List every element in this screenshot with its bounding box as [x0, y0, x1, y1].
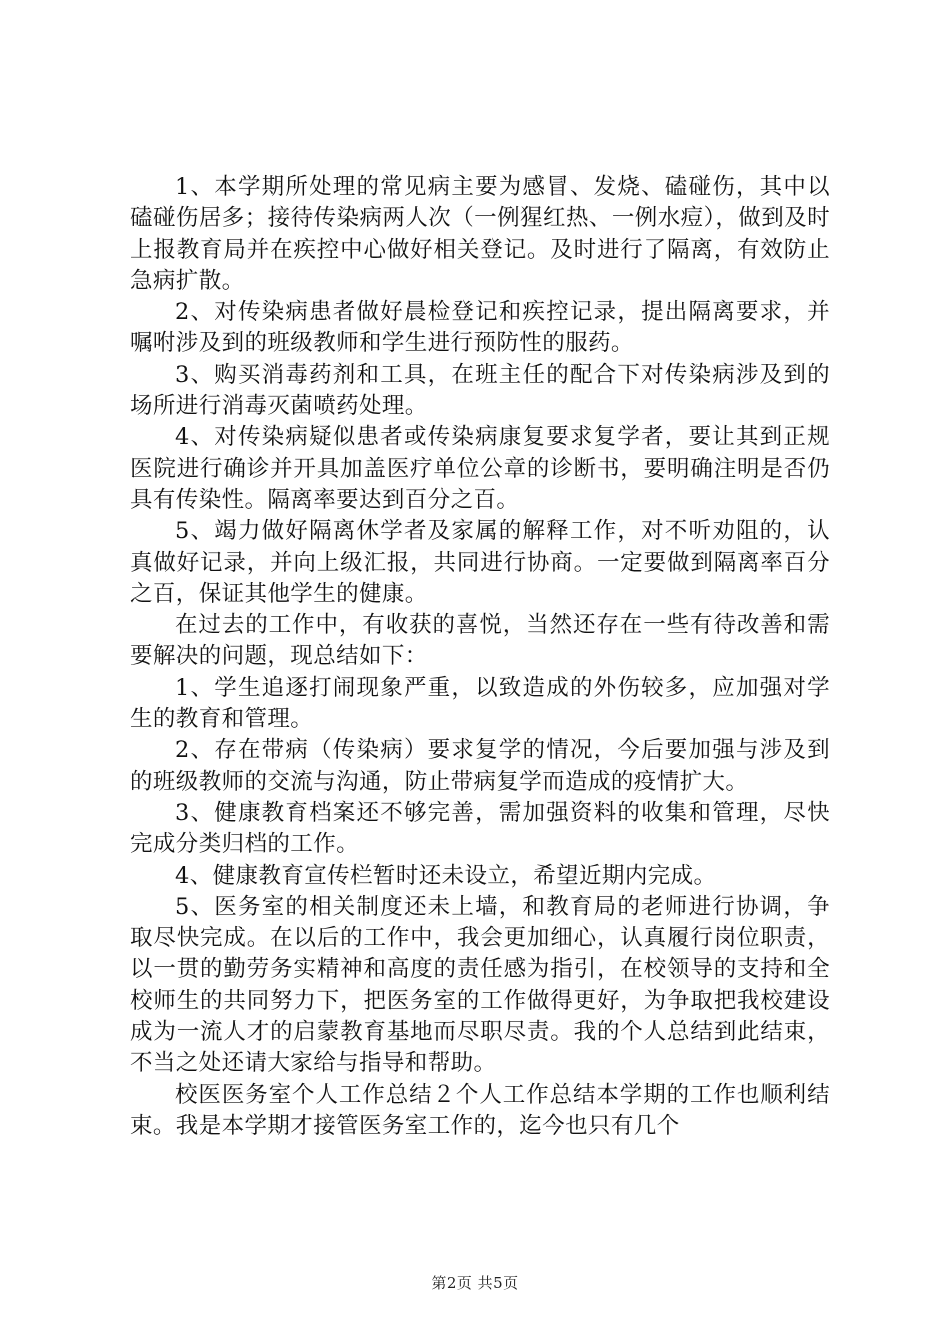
paragraph-5: 5、竭力做好隔离休学者及家属的解释工作，对不听劝阻的，认真做好记录，并向上级汇报，共同进行协商。一定要做到隔离率百分之百，保证其他学生的健康。	[130, 518, 830, 607]
paragraph-11: 5、医务室的相关制度还未上墙，和教育局的老师进行协调，争取尽快完成。在以后的工作中，我会更加细心，认真履行岗位职责，以一贯的勤劳务实精神和高度的责任感为指引，在校领导的支持和全校师生的共同努力下，把医务室的工作做得更好，为争取把我校建设成为一流人才的启蒙教育基地而尽职尽责。我的个人总结到此结束，不当之处还请大家给与指导和帮助。	[130, 893, 830, 1077]
document-body	[130, 172, 830, 1142]
paragraph-8: 2、存在带病（传染病）要求复学的情况，今后要加强与涉及到的班级教师的交流与沟通，防止带病复学而造成的疫情扩大。	[130, 737, 830, 795]
paragraph-12: 校医医务室个人工作总结２个人工作总结本学期的工作也顺利结束。我是本学期才接管医务室工作的，迄今也只有几个	[130, 1081, 830, 1139]
paragraph-9: 3、健康教育档案还不够完善，需加强资料的收集和管理，尽快完成分类归档的工作。	[130, 799, 830, 858]
paragraph-3: 3、购买消毒药剂和工具，在班主任的配合下对传染病涉及到的场所进行消毒灭菌喷药处理。	[130, 361, 830, 420]
paragraph-2: 2、对传染病患者做好晨检登记和疾控记录，提出隔离要求，并嘱咐涉及到的班级教师和学生进行预防性的服药。	[130, 299, 830, 357]
paragraph-6: 在过去的工作中，有收获的喜悦，当然还存在一些有待改善和需要解决的问题，现总结如下：	[130, 612, 830, 670]
paragraph-10: 4、健康教育宣传栏暂时还未设立，希望近期内完成。	[175, 862, 717, 889]
paragraph-1: 1、本学期所处理的常见病主要为感冒、发烧、磕碰伤，其中以磕碰伤居多；接待传染病两人次（一例猩红热、一例水痘），做到及时上报教育局并在疾控中心做好相关登记。及时进行了隔离，有效防止急病扩散。	[130, 174, 830, 294]
paragraph-7: 1、学生追逐打闹现象严重，以致造成的外伤较多，应加强对学生的教育和管理。	[130, 674, 830, 733]
paragraph-4: 4、对传染病疑似患者或传染病康复要求复学者，要让其到正规医院进行确诊并开具加盖医疗单位公章的诊断书，要明确注明是否仍具有传染性。隔离率要达到百分之百。	[130, 424, 830, 513]
page-number-footer: 第2页 共5页	[431, 1274, 519, 1292]
